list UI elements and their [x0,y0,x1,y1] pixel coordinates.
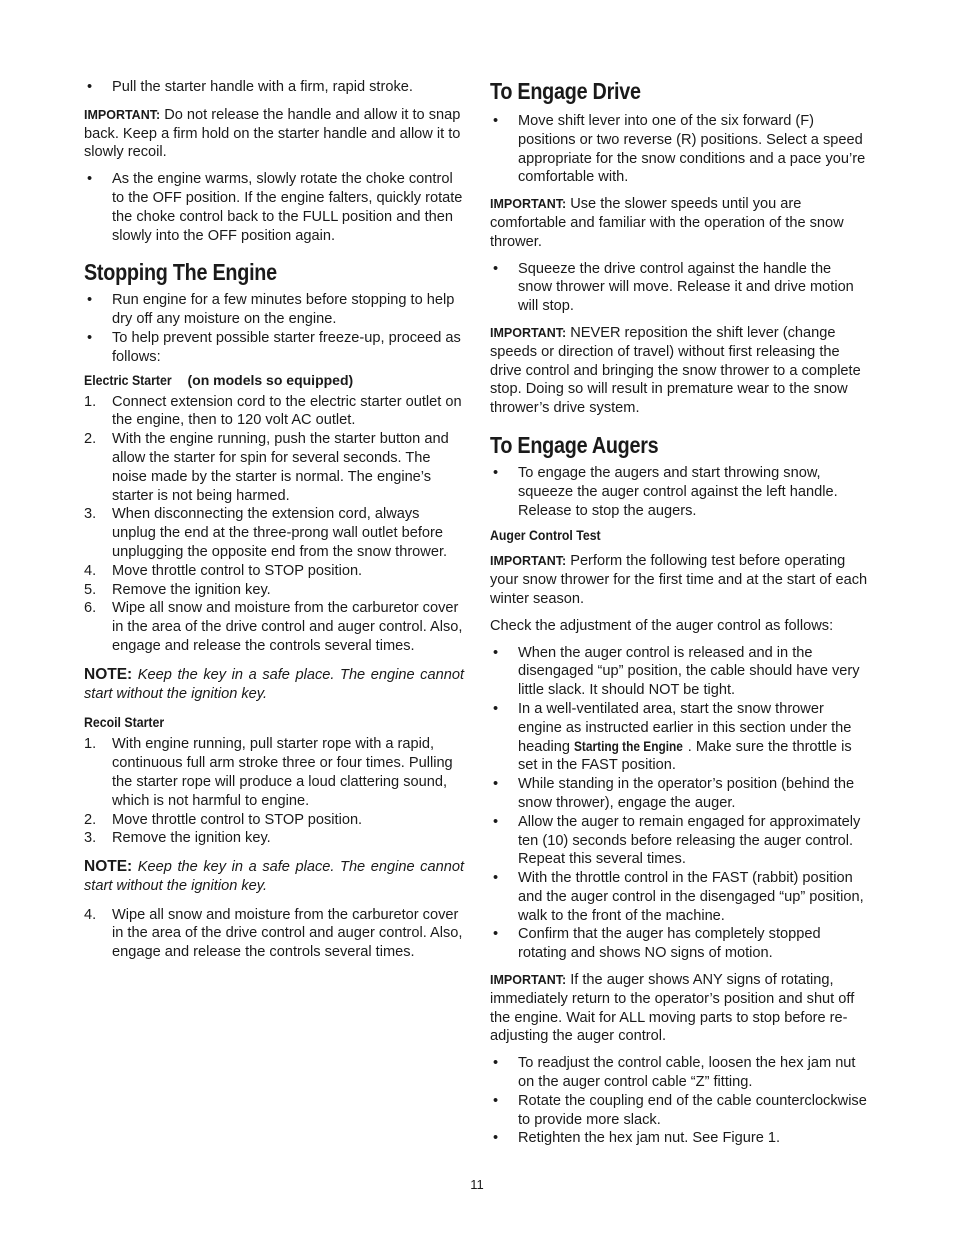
subheading-recoil-starter: Recoil Starter [84,714,165,731]
list-item [84,829,464,848]
auger-test-bullet-list-2 [490,775,868,963]
list-item: • When the auger control is released and in the disengaged “up” position, the cable should have very little slack. It should NOT be tight. [493,644,860,699]
list-item-text: With the engine running, push the starter button and allow the starter for spin for several seconds. The noise made by the starter is normal. The engine’s starter is not being harmed. [112,431,449,504]
left-column [84,78,464,970]
bullet-marker: • [493,1092,499,1109]
augers-bullet-list [490,464,868,520]
recoil-starter-steps [84,735,464,848]
list-item-text: Pull the starter handle with a firm, rapid stroke. [112,79,413,95]
right-column [490,78,868,1156]
list-item [490,464,868,520]
list-item [84,430,464,505]
intro-bullet-list [84,78,464,97]
step-number: 3. [84,830,97,847]
list-item: 4. Wipe all snow and moisture from the carburetor cover in the area of the drive control and auger control. Also, engage and release the controls several times. [84,906,463,961]
list-item-text: Connect extension cord to the electric starter outlet on the engine, then to 120 volt AC outlet. [112,393,462,429]
list-item [490,1092,868,1130]
bullet-marker: • [493,1055,499,1072]
bullet-marker: • [493,113,499,129]
list-item [84,599,464,655]
list-item-text: Move throttle control to STOP position. [112,811,363,828]
step-number: 1. [84,393,97,410]
important-note: IMPORTANT: Perform the following test before operating your snow thrower for the first time and at the start of each winter season. [490,553,868,607]
bullet-marker: • [87,292,93,309]
list-item [84,562,464,581]
list-item-text: Rotate the coupling end of the cable counterclockwise to provide more slack. [518,1092,867,1128]
list-item-text: Retighten the hex jam nut. See Figure 1. [518,1130,781,1147]
subheading-electric-starter: Electric Starter (on models so equipped) [84,371,354,388]
bullet-marker: • [87,329,93,346]
list-item [490,925,868,963]
bullet-marker: • [493,870,499,887]
list-item-text: Squeeze the drive control against the handle the snow thrower will move. Release it and drive motion will stop. [518,260,854,315]
list-item [84,735,464,810]
list-item [84,170,464,245]
list-item [490,260,868,316]
list-item [84,393,464,431]
section-heading-engage-drive: To Engage Drive [490,78,641,104]
step-number: 3. [84,506,97,523]
list-item-text: As the engine warms, slowly rotate the choke control to the OFF position. If the engine falters, quickly rotate the choke control back to the FULL position and then slowly into the OFF position again. [112,171,463,244]
subheading-auger-control-test: Auger Control Test [490,527,601,544]
list-item [490,1054,868,1092]
list-item-text: While standing in the operator’s position (behind the snow thrower), engage the auger. [518,776,855,811]
list-item-text: Move throttle control to STOP position. [112,562,363,579]
list-item-text: With the throttle control in the FAST (rabbit) position and the auger control in the disengaged “up” position, walk to the front of the machine. [518,870,864,924]
list-item-text: With engine running, pull starter rope with a rapid, continuous full arm stroke three or four times. Pulling the starter rope will produce a loud clattering sound, which is not harmful to engine. [112,736,453,809]
list-item [490,775,868,813]
bullet-marker: • [87,171,93,188]
list-item-text: Remove the ignition key. [112,830,271,847]
list-item-text: To engage the augers and start throwing snow, squeeze the auger control against the left handle. Release to stop the augers. [518,464,838,519]
important-note: IMPORTANT: NEVER reposition the shift lever (change speeds or direction of travel) without first releasing the drive control and bringing the snow thrower to a complete stop. Doing so will result in premature wear to the snow thrower’s drive system. [490,324,861,417]
bullet-marker: • [493,464,499,481]
stopping-bullet-list [84,291,464,366]
list-item-text: Confirm that the auger has completely stopped rotating and shows NO signs of motion. [518,926,821,962]
list-item-text: When disconnecting the extension cord, always unplug the end at the three-prong wall outlet before unplugging the opposite end from the snow thrower. [112,506,448,560]
list-item: • In a well-ventilated area, start the snow thrower engine as instructed earlier in this section under the heading Starting the Engine . Make sure the throttle is set in the FAST position. [493,700,852,774]
electric-starter-steps [84,393,464,656]
list-item [490,813,868,869]
list-item-text: Remove the ignition key. [112,581,271,598]
list-item [490,1129,868,1148]
wipe-step [84,906,464,962]
drive-bullet-list [490,112,868,187]
step-number: 2. [84,811,97,828]
auger-test-bullet-list [490,644,868,776]
list-item [84,505,464,561]
page-number: 11 [470,1177,484,1192]
step-number: 5. [84,581,97,598]
important-note: IMPORTANT: If the auger shows ANY signs of rotating, immediately return to the operator’s position and shut off the engine. Wait for ALL moving parts to stop before re-adjusting the auger control. [490,972,855,1045]
list-item [490,112,868,187]
list-item [84,581,464,600]
note-ignition-key-2: NOTE: Keep the key in a safe place. The engine cannot start without the ignition key. [84,858,464,894]
bullet-marker: • [493,1130,499,1147]
note-ignition-key: NOTE: Keep the key in a safe place. The engine cannot start without the ignition key. [84,665,464,702]
step-number: 2. [84,431,97,448]
step-number: 4. [84,562,97,579]
list-item-text: Allow the auger to remain engaged for approximately ten (10) seconds before releasing the auger control. Repeat this several times. [518,813,861,868]
bullet-marker: • [493,260,499,277]
list-item-text: Wipe all snow and moisture from the carburetor cover in the area of the drive control and auger control. Also, engage and release the controls several times. [112,600,463,654]
list-item [490,869,868,925]
important-note: IMPORTANT: Do not release the handle and allow it to snap back. Keep a firm hold on the starter handle and allow it to slowly recoil. [84,106,461,161]
bullet-marker: • [493,776,499,793]
bullet-marker: • [493,813,499,830]
list-item-text: Move shift lever into one of the six forward (F) positions or two reverse (R) positions. Select a speed appropriate for the snow conditions and a pace you’re comfortable with. [518,113,866,186]
bullet-marker: • [493,926,499,943]
bullet-marker: • [87,79,93,95]
list-item [84,811,464,830]
step-number: 6. [84,600,97,617]
list-item [84,78,464,97]
list-item [84,329,464,367]
list-item-text: To help prevent possible starter freeze-up, proceed as follows: [112,329,461,365]
list-item-text: To readjust the control cable, loosen the hex jam nut on the auger control cable “Z” fitting. [518,1055,856,1091]
choke-bullet-list [84,170,464,245]
step-number: 1. [84,736,97,753]
drive-bullet-list-2 [490,260,868,316]
section-heading-stopping-engine: Stopping The Engine [84,259,277,286]
section-heading-engage-augers: To Engage Augers [490,431,659,458]
list-item [84,291,464,329]
cross-reference-heading: Starting the Engine [574,738,683,754]
important-note: IMPORTANT: Use the slower speeds until you are comfortable and familiar with the operation of the snow thrower. [490,196,844,250]
readjust-bullet-list [490,1054,868,1148]
list-item-text: Run engine for a few minutes before stopping to help dry off any moisture on the engine. [112,292,455,328]
check-adjustment-text: Check the adjustment of the auger control as follows: [490,617,834,634]
